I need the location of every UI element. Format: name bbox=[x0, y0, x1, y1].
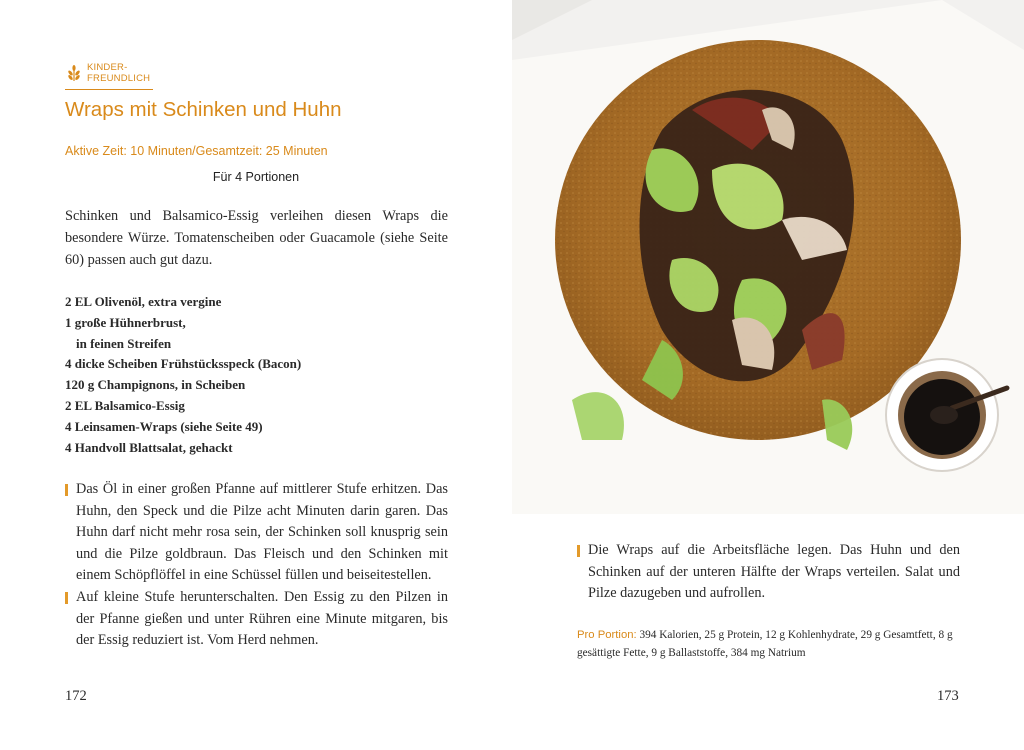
nutrition-info bbox=[577, 627, 962, 662]
step-marker bbox=[577, 545, 580, 557]
ingredient-item: 2 EL Olivenöl, extra vergine bbox=[65, 294, 222, 309]
badge-line-2: FREUNDLICH bbox=[87, 73, 151, 84]
badge-text bbox=[87, 62, 150, 84]
steps-right bbox=[577, 540, 960, 605]
ingredient-item: 4 Handvoll Blattsalat, gehackt bbox=[65, 439, 233, 455]
steps-left bbox=[65, 479, 448, 652]
step-item bbox=[65, 479, 448, 587]
ingredient-list bbox=[65, 292, 301, 458]
ingredient-item: in feinen Streifen bbox=[76, 335, 172, 351]
step-marker bbox=[65, 592, 68, 604]
page-number-left: 172 bbox=[65, 688, 87, 704]
ingredient-item: 4 Leinsamen-Wraps (siehe Seite 49) bbox=[65, 418, 263, 434]
wheat-icon bbox=[65, 64, 83, 82]
step-item bbox=[65, 587, 448, 652]
nutrition-text: 394 Kalorien, 25 g Protein, 12 g Kohlenhydrate, 29 g Gesamtfett, 8 g gesättigte Fette, 9 g Ballaststoffe, 384 mg Natrium bbox=[577, 629, 953, 659]
recipe-portions: Für 4 Portionen bbox=[212, 170, 300, 184]
kid-friendly-badge bbox=[65, 62, 150, 84]
ingredient-item: 1 große Hühnerbrust, bbox=[65, 314, 186, 330]
step-text: Auf kleine Stufe herunterschalten. Den Essig zu den Pilzen in der Pfanne gießen und unter Rühren eine Minute mitgaren, bis der Essig reduziert ist. Vom Herd nehmen. bbox=[76, 588, 448, 649]
recipe-title: Wraps mit Schinken und Huhn bbox=[65, 98, 342, 121]
ingredient-item: 4 dicke Scheiben Frühstücksspeck (Bacon) bbox=[65, 356, 302, 372]
step-marker bbox=[65, 484, 68, 496]
wrap-photo bbox=[512, 0, 1024, 514]
step-item bbox=[577, 540, 960, 605]
ingredient-item: 2 EL Balsamico-Essig bbox=[65, 397, 185, 413]
badge-line-1: KINDER- bbox=[87, 62, 128, 73]
ingredient-item: 120 g Champignons, in Scheiben bbox=[65, 377, 246, 393]
step-text: Das Öl in einer großen Pfanne auf mittlerer Stufe erhitzen. Das Huhn, den Speck und die Pilze acht Minuten darin garen. Das Huhn darf nicht mehr rosa sein, der Schinken soll knusprig sein und die Pilze goldbraun. Das Fleisch und den Schinken mit einem Schöpflöffel in eine Schüssel füllen und beiseitestellen. bbox=[76, 481, 448, 584]
badge-underline bbox=[65, 89, 153, 90]
page-number-right: 173 bbox=[937, 688, 959, 704]
recipe-intro: Schinken und Balsamico-Essig verleihen diesen Wraps die besondere Würze. Tomatenscheiben oder Guacamole (siehe Seite 60) passen auch gut dazu. bbox=[65, 208, 448, 268]
step-text: Die Wraps auf die Arbeitsfläche legen. Das Huhn und den Schinken auf der unteren Hälfte der Wraps verteilen. Salat und Pilze dazugeben und aufrollen. bbox=[588, 542, 960, 602]
recipe-time: Aktive Zeit: 10 Minuten/Gesamtzeit: 25 Minuten bbox=[65, 144, 328, 158]
nutrition-label: Pro Portion: bbox=[577, 629, 637, 641]
